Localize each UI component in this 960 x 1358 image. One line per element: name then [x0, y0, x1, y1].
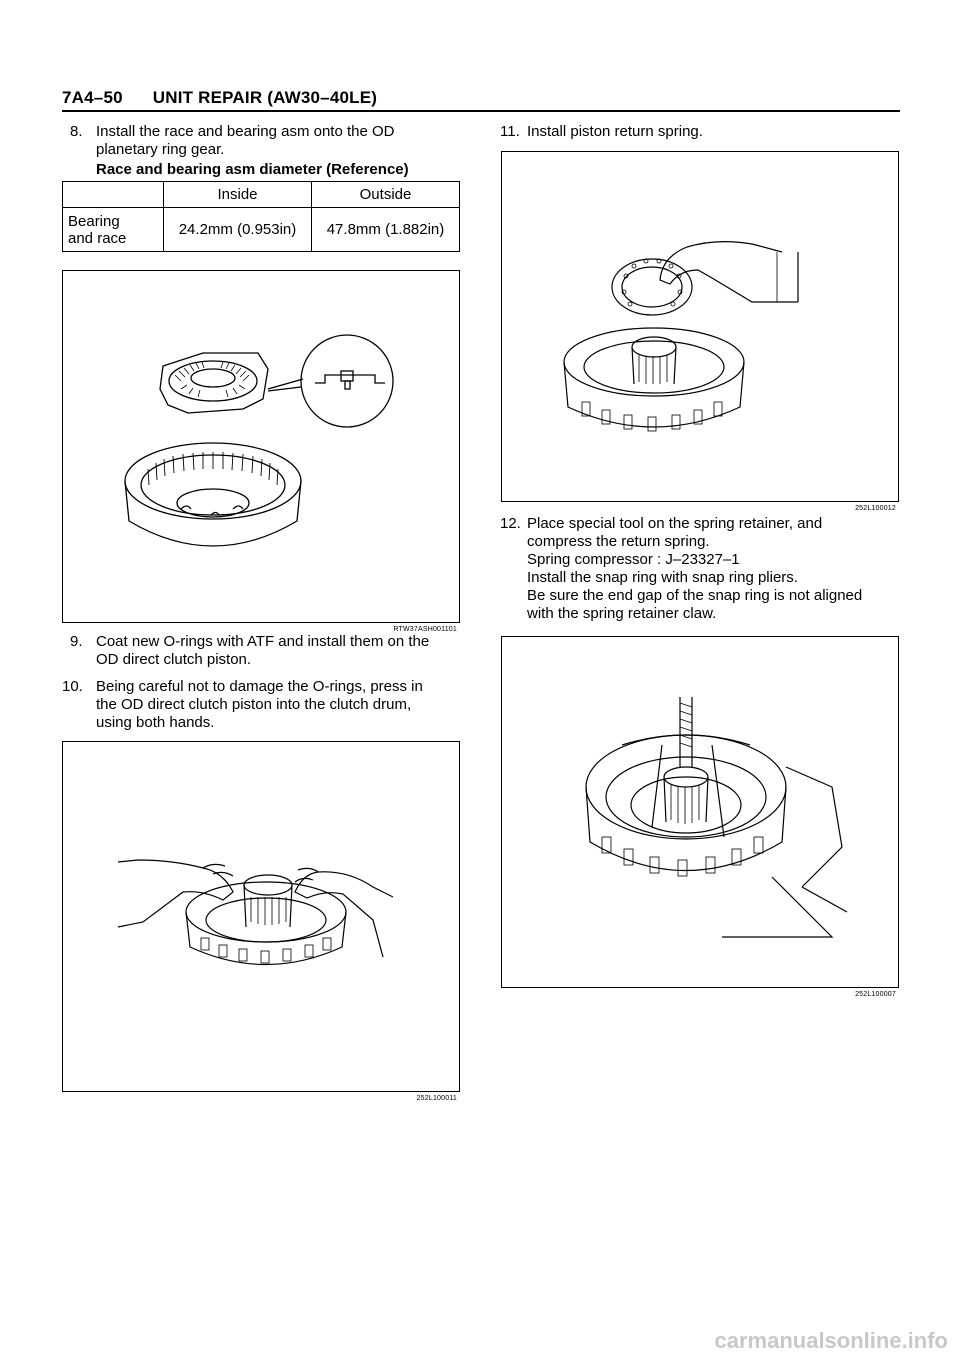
figure-return-spring [501, 151, 899, 512]
step-number: 10. [62, 678, 83, 695]
page-header [62, 88, 377, 108]
step-9 [70, 633, 460, 669]
race-bearing-illustration [63, 271, 459, 622]
step-text: using both hands. [96, 714, 215, 731]
table-cell-outside: 47.8mm (1.882in) [312, 208, 460, 252]
step-text: compress the return spring. [527, 533, 710, 550]
table-cell-inside: 24.2mm (0.953in) [164, 208, 312, 252]
table-header-cell [63, 182, 164, 208]
step-12 [500, 515, 900, 623]
step-8 [70, 123, 460, 159]
step-text: Install piston return spring. [527, 123, 703, 140]
watermark: carmanualsonline.info [714, 1328, 948, 1353]
row-label-line: and race [68, 229, 127, 247]
table-header-cell: Outside [312, 182, 460, 208]
figure-code: 252L100012 [855, 505, 896, 512]
figure-piston-install [62, 741, 460, 1102]
step-text: OD direct clutch piston. [96, 651, 252, 668]
tool-name: Spring compressor : J–23327–1 [527, 551, 740, 568]
table-row-label [63, 208, 164, 252]
step-text: Coat new O-rings with ATF and install them on the [96, 633, 430, 650]
step-number: 9. [70, 633, 83, 650]
step-number: 11. [500, 123, 520, 140]
figure-code: 252L100007 [855, 991, 896, 998]
row-label-line: Bearing [68, 212, 120, 230]
piston-install-illustration [63, 742, 459, 1091]
return-spring-illustration [502, 152, 898, 501]
header-rule [62, 110, 900, 112]
figure-code: RTW37ASH001101 [393, 626, 457, 633]
figure-race-bearing-ring-gear [62, 270, 460, 633]
step-text: Be sure the end gap of the snap ring is not aligned [527, 587, 863, 604]
figure-spring-compressor [501, 636, 899, 998]
step-text: Place special tool on the spring retainer, and [527, 515, 823, 532]
step-text: Install the race and bearing asm onto the OD [96, 123, 395, 140]
reference-table [62, 181, 460, 252]
table-caption: Race and bearing asm diameter (Reference) [96, 161, 409, 178]
figure-code: 252L100011 [416, 1095, 457, 1102]
step-number: 8. [70, 123, 83, 140]
step-10 [62, 678, 460, 732]
step-text: with the spring retainer claw. [527, 605, 717, 622]
table-header-cell: Inside [164, 182, 312, 208]
spring-compressor-illustration [502, 637, 898, 987]
step-text: Install the snap ring with snap ring pliers. [527, 569, 798, 586]
section-title: UNIT REPAIR (AW30–40LE) [152, 88, 378, 107]
step-11 [500, 123, 900, 141]
step-number: 12. [500, 515, 521, 532]
page-code: 7A4–50 [62, 88, 123, 107]
step-text: Being careful not to damage the O-rings, press in [96, 678, 423, 695]
step-text: the OD direct clutch piston into the clutch drum, [96, 696, 412, 713]
step-text: planetary ring gear. [96, 141, 225, 158]
